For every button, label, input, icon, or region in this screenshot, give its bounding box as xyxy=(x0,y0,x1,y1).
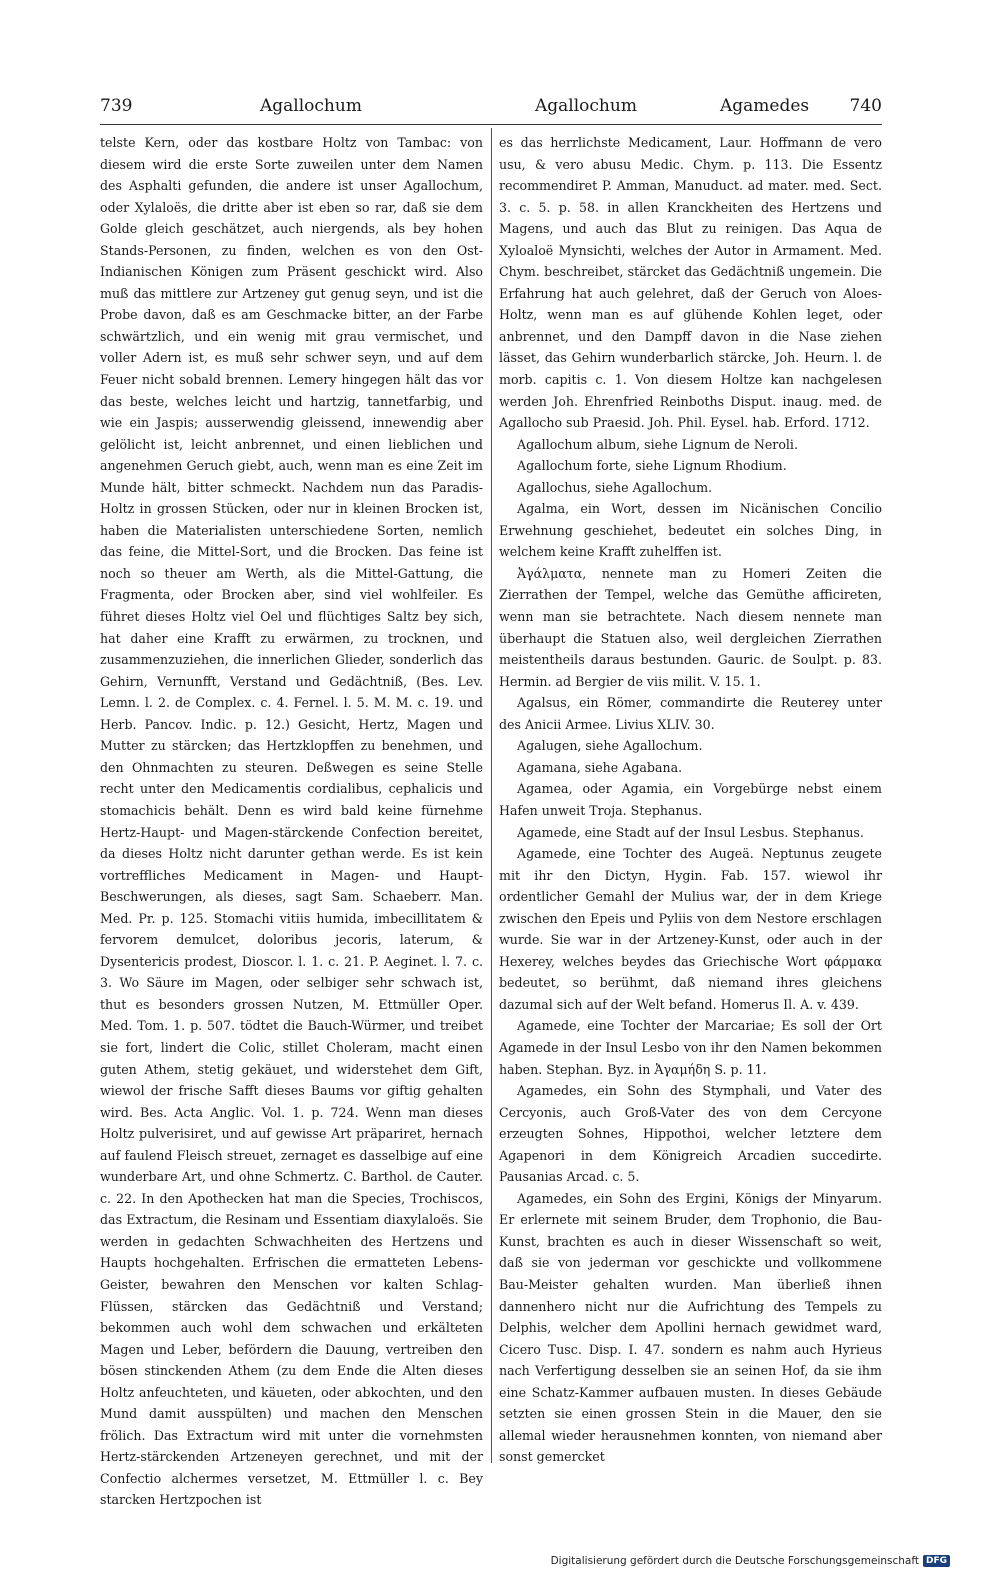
page-header xyxy=(100,88,882,128)
right-page-number: 740 xyxy=(849,96,882,116)
entry: Agamede, eine Tochter der Marcariae; Es soll der Ort Agamede in der Insul Lesbo von ihr den Namen bekommen haben. Stephan. Byz. in Ἀγαμήδη S. p. 11. xyxy=(499,1018,882,1077)
entry: Agallochum forte, siehe Lignum Rhodium. xyxy=(517,458,787,474)
header-rule xyxy=(100,124,882,125)
column-separator xyxy=(491,128,492,1463)
entry: Agamedes, ein Sohn des Stymphali, und Vater des Cercyonis, auch Groß-Vater des von dem Cercyone erzeugten Sohnes, Hippothoi, welcher letztere dem Agapenori in dem Königreich Arcadien succedirte. Pausanias Arcad. c. 5. xyxy=(499,1083,882,1185)
entry: Agalma, ein Wort, dessen im Nicänischen Concilio Erwehnung geschiehet, bedeutet ein solches Ding, in welchem keine Krafft zuhelffen ist. xyxy=(499,501,882,560)
dfg-logo: DFG xyxy=(923,1555,950,1567)
entry: Agamede, eine Tochter des Augeä. Neptunus zeugete mit ihr den Dictyn, Hygin. Fab. 157. wiewol ihr ordentlicher Gemahl der Mulius war, der in dem Kriege zwischen den Epeis und Pyliis von dem Nestore erschlagen wurde. Sie war in der Artzeney-Kunst, oder auch in der Hexerey, welches beydes das Griechische Wort φάρμακα bedeutet, so berühmt, daß niemand ihres gleichens dazumal sich auf der Welt befand. Homerus Il. A. v. 439. xyxy=(499,846,882,1012)
entry: Agamede, eine Stadt auf der Insul Lesbus. Stephanus. xyxy=(517,824,864,840)
digitization-credit xyxy=(551,1555,950,1567)
entry: Agallochum album, siehe Lignum de Neroli. xyxy=(517,436,798,452)
entry: Agalugen, siehe Agallochum. xyxy=(517,738,703,754)
entry: Agamea, oder Agamia, ein Vorgebürge nebst einem Hafen unweit Troja. Stephanus. xyxy=(499,781,882,818)
left-paragraph: telste Kern, oder das kostbare Holtz von Tambac: von diesem wird die erste Sorte zuweilen unter dem Namen des Asphalti gefunden, die andere ist unser Agallochum, oder Xylaloës, die dritte aber ist eben so rar, daß sie dem Golde gleich geschätzet, auch niergends, als bey hohen Stands-Personen, zu finden, welchen es von den Ost-Indianischen Königen zum Präsent geschickt wird. Also muß das mittlere zur Artzeney gut genug seyn, und ist die Probe davon, daß es am Geschmacke bitter, an der Farbe schwärtzlich, und ein wenig mit grau vermischet, und voller Adern ist, es muß sehr schwer seyn, und auf dem Feuer nicht sobald brennen. Lemery hingegen hält das vor das beste, welches leicht und hartzig, tannetfarbig, und wie ein Jaspis; ausserwendig gleissend, innewendig aber gelölicht ist, leicht anbrennet, und einen lieblichen und angenehmen Geruch giebt, auch, wenn man es eine Zeit im Munde hält, bitter schmeckt. Nachdem nun das Paradis-Holtz in grossen Stücken, oder nur in kleinen Brocken ist, haben die Materialisten unterschiedene Sorten, nemlich das feine, die Mittel-Sort, und die Brocken. Das feine ist noch so theuer am Werth, als die Mittel-Gattung, die Fragmenta, oder Brocken aber, sind viel wohlfeiler. Es führet dieses Holtz viel Oel und flüchtiges Saltz bey sich, hat daher eine Krafft zu erwärmen, zu trocknen, und zusammenzuziehen, die innerlichen Glieder, sonderlich das Gehirn, Vernunfft, Verstand und Gedächtniß, (Bes. Lev. Lemn. l. 2. de Complex. c. 4. Fernel. l. 5. M. M. c. 19. und Herb. Pancov. Indic. p. 12.) Gesicht, Hertz, Magen und Mutter zu stärcken; das Hertzklopffen zu benehmen, und den Ohnmachten zu steuren. Deßwegen es seine Stelle recht unter den Medicamentis cordialibus, cephalicis und stomachicis behält. Denn es wird bald keine fürnehme Hertz-Haupt- und Magen-stärckende Confection bereitet, da dieses Holtz nicht darunter gethan werde. Es ist kein vortreffliches Medicament in Magen- und Haupt-Beschwerungen, als dieses, sagt Sam. Schaeberr. Man. Med. Pr. p. 125. Stomachi vitiis humida, imbecillitatem & fervorem demulcet, doloribus jecoris, laterum, & Dysentericis prodest, Dioscor. l. 1. c. 21. P. Aeginet. l. 7. c. 3. Wo Säure im Magen, oder selbiger sehr schwach ist, thut es besonders grossen Nutzen, M. Ettmüller Oper. Med. Tom. 1. p. 507. tödtet die Bauch-Würmer, und treibet sie fort, lindert die Colic, stillet Choleram, macht einen guten Athem, stetig gekäuet, und widerstehet dem Gift, wiewol der frische Safft dieses Baums vor giftig gehalten wird. Bes. Acta Anglic. Vol. 1. p. 724. Wenn man dieses Holtz pulverisiret, und auf gewisse Art präpariret, hernach auf faulend Fleisch streuet, zernaget es dasselbige auf eine wunderbare Art, und ohne Schmertz. C. Barthol. de Cauter. c. 22. In den Apothecken hat man die Species, Trochiscos, das Extractum, die Resinam und Essentiam diaxylaloës. Sie werden in gedachten Schwachheiten des Hertzens und Haupts hochgehalten. Erfrischen die ermatteten Lebens-Geister, bewahren den Menschen vor kalten Schlag-Flüssen, stärcken das Gedächtniß und Verstand; bekommen auch wohl dem schwachen und erkälteten Magen und Leber, befördern die Dauung, vertreiben den bösen stinckenden Athem (zu dem Ende die Alten dieses Holtz anfeuchteten, und käueten, oder abkochten, und den Mund damit ausspülten) und machen den Menschen frölich. Das Extractum wird mit unter die vornehmsten Hertz-stärckenden Artzeneyen gerechnet, und mit der Confectio alchermes versetzet, M. Ettmüller l. c. Bey starcken Hertzpochen ist xyxy=(100,135,483,1508)
right-headword-last: Agamedes xyxy=(720,96,810,116)
entry: Agallochus, siehe Agallochum. xyxy=(517,479,713,495)
left-page-number: 739 xyxy=(100,96,133,116)
credit-text: Digitalisierung gefördert durch die Deutsche Forschungsgemeinschaft xyxy=(550,1555,919,1567)
entry: Ἀγάλματα, nennete man zu Homeri Zeiten die Zierrathen der Tempel, welche das Gemüthe afficireten, wenn man sie betrachtete. Nach diesem nennete man überhaupt die Statuen also, weil dergleichen Zierrathen meistentheils daraus bestunden. Gauric. de Soulpt. p. 83. Hermin. ad Bergier de viis milit. V. 15. 1. xyxy=(499,565,882,689)
right-paragraph: es das herrlichste Medicament, Laur. Hoffmann de vero usu, & vero abusu Medic. Chym. p. 113. Die Essentz recommendiret P. Amman, Manuduct. ad mater. med. Sect. 3. c. 5. p. 58. in allen Kranckheiten des Hertzens und Magens, und auch das Blut zu reinigen. Das Aqua de Xyloaloë Mynsichti, welches der Autor in Armament. Med. Chym. beschreibet, stärcket das Gedächtniß ungemein. Die Erfahrung hat auch gelehret, daß der Geruch von Aloes-Holtz, wenn man es auf glühende Kohlen leget, oder anbrennet, und den Dampff davon in die Nase ziehen lässet, das Gehirn wunderbarlich stärcke, Joh. Heurn. l. de morb. capitis c. 1. Von diesem Holtze kan nachgelesen werden Joh. Ehrenfried Reinboths Disput. inaug. med. de Agallocho sub Praesid. Joh. Phil. Eysel. hab. Erford. 1712. xyxy=(499,135,882,431)
entry: Agamedes, ein Sohn des Ergini, Königs der Minyarum. Er erlernete mit seinem Bruder, dem Trophonio, die Bau-Kunst, brachten es auch in dieser Wissenschaft so weit, daß sie von jederman vor geschickte und vollkommene Bau-Meister gehalten wurden. Man überließ ihnen dannenhero nicht nur die Aufrichtung des Tempels zu Delphis, welcher dem Apollini hernach gewidmet ward, Cicero Tusc. Disp. I. 47. sondern es nahm auch Hyrieus nach Verfertigung desselben sie an seinen Hof, da sie ihm eine Schatz-Kammer aufbauen musten. In dieses Gebäude setzten sie einen grossen Stein in die Mauer, den sie allemal wieder herausnehmen konnten, von niemand aber sonst gemercket xyxy=(499,1190,882,1465)
left-column xyxy=(100,132,483,1511)
right-headword-first: Agallochum xyxy=(535,96,637,116)
left-headword: Agallochum xyxy=(260,96,362,116)
entry: Agalsus, ein Römer, commandirte die Reuterey unter des Anicii Armee. Livius XLIV. 30. xyxy=(499,695,882,732)
entry: Agamana, siehe Agabana. xyxy=(517,759,683,775)
right-column xyxy=(499,132,882,1468)
